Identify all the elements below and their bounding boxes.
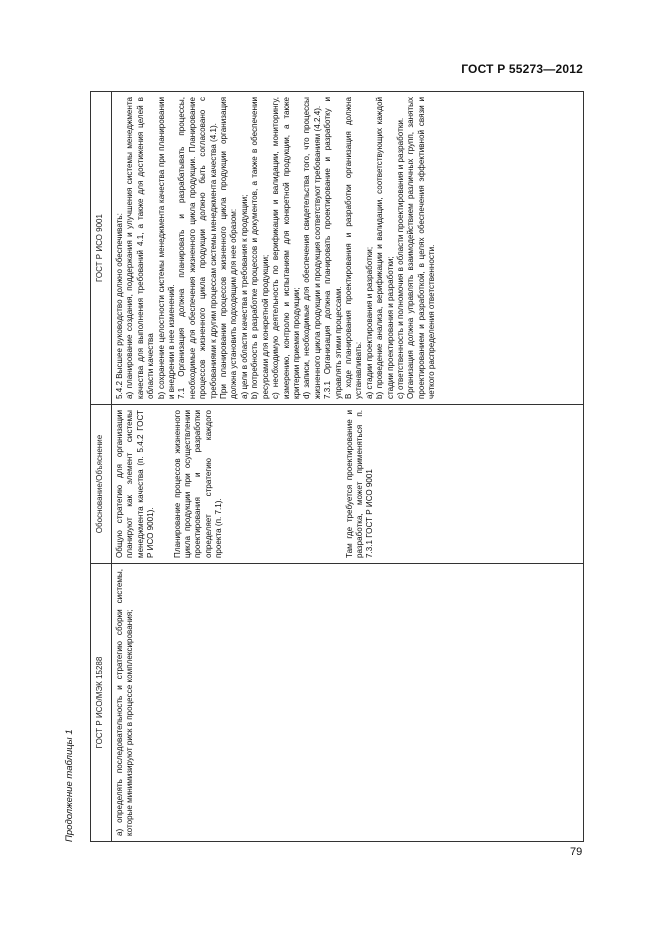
- cell-paragraph: Общую стратегию для организации планируют как элемент системы менеджмента качества (п. 5.4.2 ГОСТ Р ИСО 9001).: [115, 410, 156, 558]
- cell-paragraph: Там где требуется проектирование и разработка, может применяться п. 7.3.1 ГОСТ Р ИСО 9001: [344, 410, 375, 558]
- table-row: [112, 92, 584, 842]
- cell-iso9001: [112, 92, 584, 405]
- standard-header: ГОСТ Р 55273—2012: [461, 62, 583, 76]
- comparison-table: [90, 91, 584, 842]
- column-header-iso9001: ГОСТ Р ИСО 9001: [91, 92, 112, 405]
- cell-paragraph: b) потребность в разработке процессов и документов, а также в обеспечении ресурсами для конкретной продукции;: [250, 97, 270, 399]
- cell-paragraph: Организация должна управлять взаимодействием различных групп, занятых проектированием и разработкой, в целях обеспечения эффективной связи и четкого распределения ответственности.: [406, 97, 437, 399]
- rotated-table-area: [64, 92, 584, 842]
- page-number: 79: [570, 846, 583, 858]
- cell-paragraph: а) цели в области качества и требования к продукции;: [239, 194, 249, 399]
- table-caption: Продолжение таблицы 1: [64, 729, 75, 842]
- cell-paragraph: 5.4.2 Высшее руководство должно обеспечивать:: [115, 213, 124, 399]
- cell-paragraph: b) сохранение целостности системы менеджмента качества при планировании и внедрении в нее изменений.: [156, 97, 177, 399]
- column-header-iso15288: ГОСТ Р ИСО/МЭК 15288: [91, 564, 112, 842]
- cell-paragraph: с) необходимую деятельность по верификации и валидации, мониторингу, измерению, контролю и испытаниям для конкретной продукции, а также критерии приемки продукции;: [271, 97, 301, 399]
- column-header-justification: Обоснование/Объяснение: [91, 405, 112, 564]
- cell-paragraph: b) проведение анализа, верификации и валидации, соответствующих каждой стадии проектирования и разработки;: [375, 97, 395, 399]
- cell-iso15288: [112, 564, 584, 842]
- cell-justification: [112, 405, 584, 564]
- cell-paragraph: а) планирование создания, поддержания и улучшения системы менеджмента качества для выполнения требований 4.1, а также для достижения целей в области качества: [125, 97, 156, 399]
- cell-paragraph: а) определять последовательность и стратегию сборки системы, которые минимизируют риск в процессе комплексирования;: [115, 569, 135, 836]
- cell-paragraph: d) записи, необходимые для обеспечения свидетельства того, что процессы жизненного цикла продукции и продукция соответствуют требованиям (4.2.4).: [302, 97, 322, 399]
- table-header-row: [91, 92, 112, 842]
- cell-paragraph: В ходе планирования проектирования и разработки организация должна устанавливать:: [343, 97, 364, 399]
- cell-paragraph: 7.3.1 Организация должна планировать проектирование и разработку и управлять этими процессами.: [323, 97, 343, 399]
- cell-paragraph: Планирование процессов жизненного цикла продукции при осуществлении проектирования и разработки определяет стратегию каждого проекта (п. 7.1).: [172, 410, 224, 558]
- cell-paragraph: При планировании процессов жизненного цикла продукции организация должна установить подходящим для нее образом:: [219, 97, 239, 399]
- cell-paragraph: с) ответственность и полномочия в области проектирования и разработки.: [395, 117, 405, 399]
- cell-paragraph: а) стадии проектирования и разработки;: [364, 246, 374, 399]
- cell-paragraph: 7.1 Организация должна планировать и разрабатывать процессы, необходимые для обеспечения жизненного цикла продукции. Планирование процессов жизненного цикла продукции должно быть согласовано с требованиями к другим процессам системы менеджмента качества (4.1).: [177, 97, 218, 399]
